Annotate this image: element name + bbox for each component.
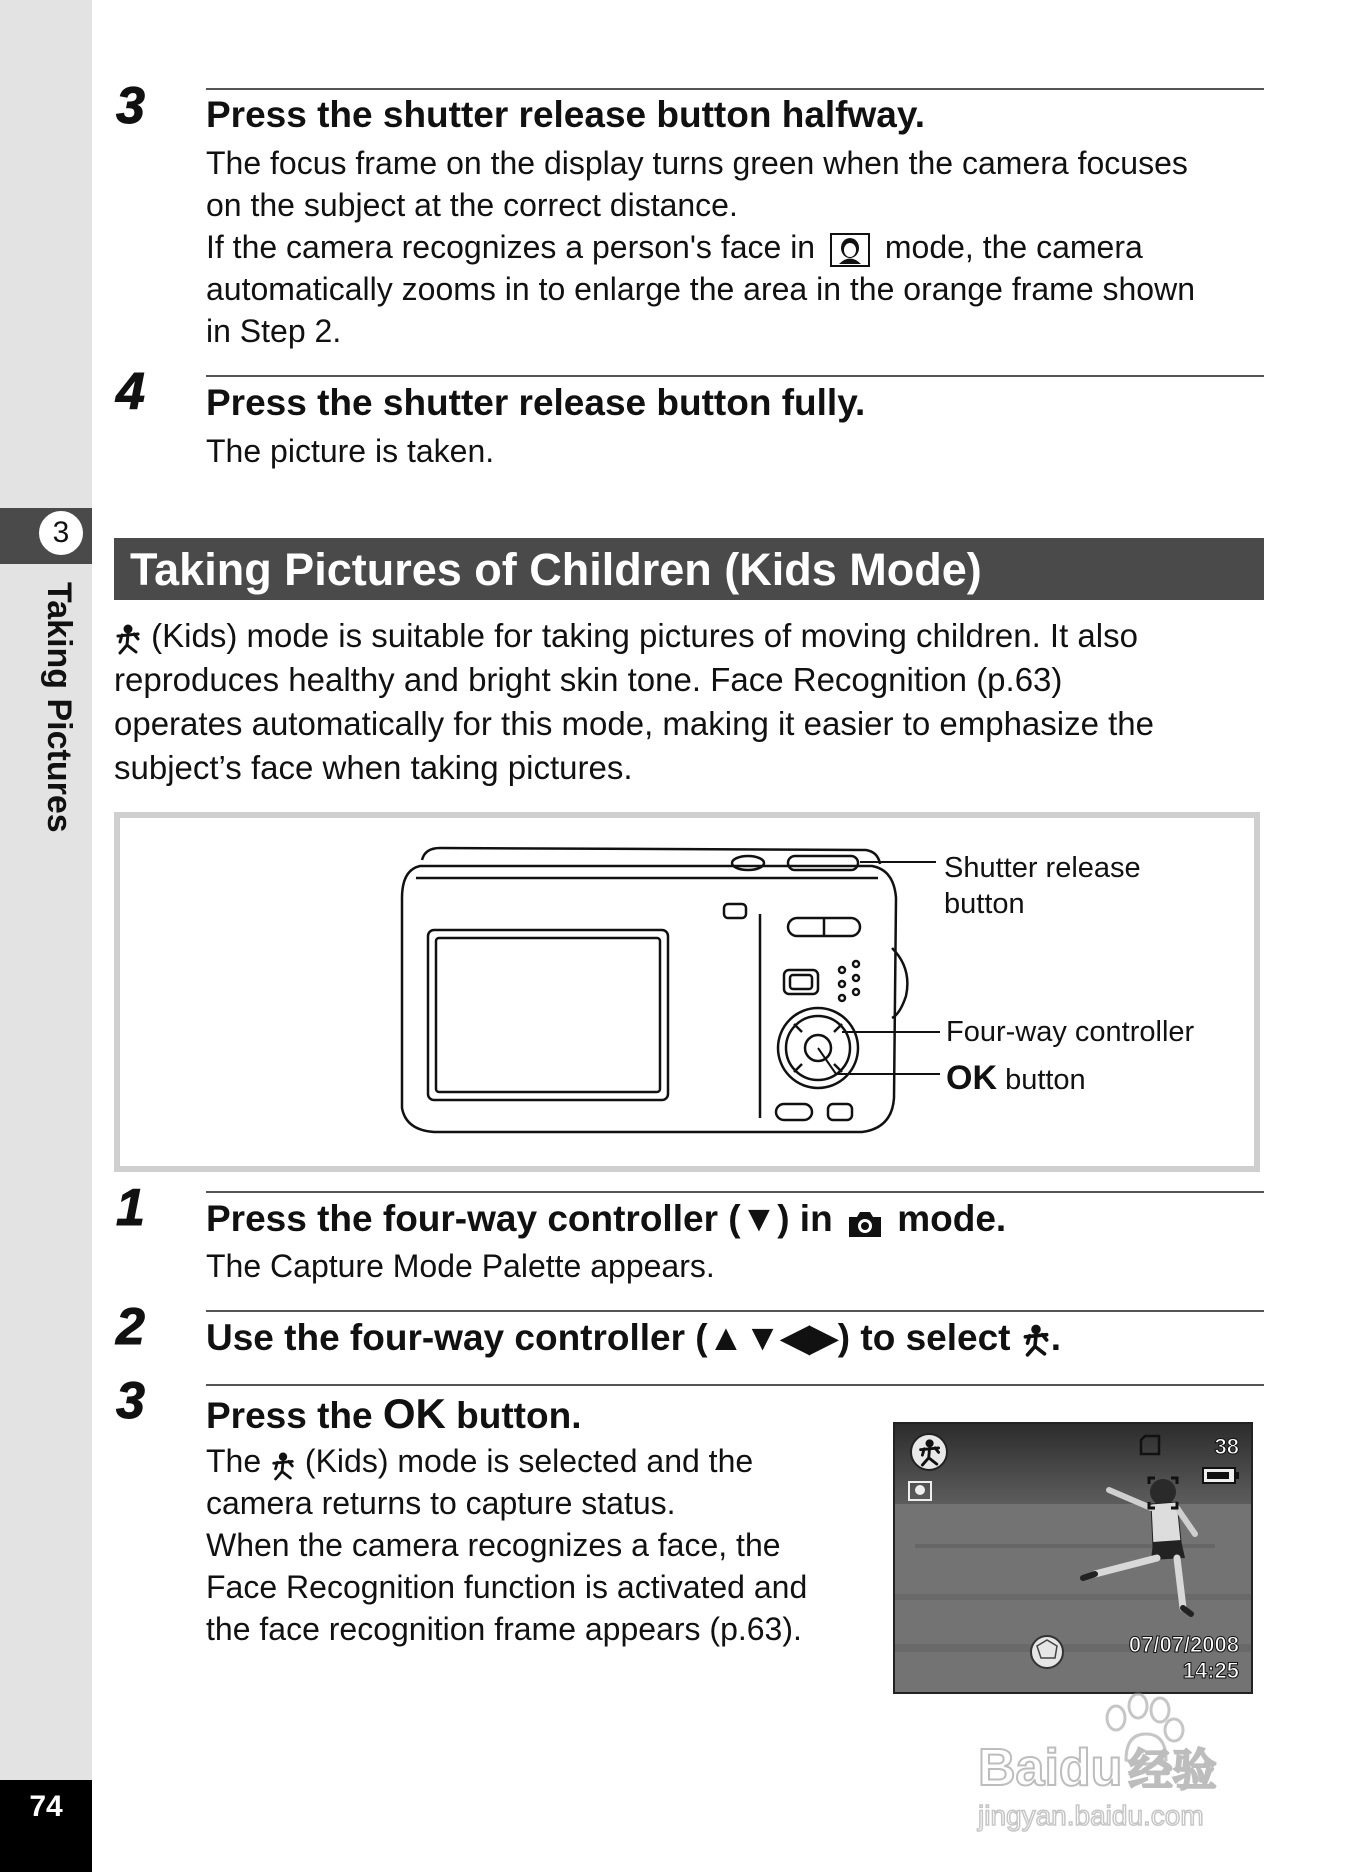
step-number: 2 <box>116 1298 145 1356</box>
kids-mode-icon <box>114 622 142 654</box>
watermark-brand: Bai <box>978 1739 1059 1797</box>
chapter-number: 3 <box>36 508 86 558</box>
step-title: Press the shutter release button fully. <box>206 382 866 423</box>
kids-mode-icon <box>270 1449 296 1479</box>
face-portrait-mode-icon <box>830 233 870 267</box>
step-title: Press the shutter release button halfway. <box>206 94 925 135</box>
callout-four-way-controller: Four-way controller <box>946 1016 1195 1048</box>
shots-remaining: 38 <box>1214 1434 1239 1459</box>
step-title: Press the four-way controller (▼) in mode. <box>206 1198 1007 1239</box>
section-title: Taking Pictures of Children (Kids Mode) <box>130 544 982 595</box>
watermark-cn: 经验 <box>1128 1746 1217 1795</box>
step-number: 3 <box>116 1372 145 1430</box>
watermark-url: jingyan.baidu.com <box>978 1800 1204 1831</box>
step-divider <box>206 375 1264 377</box>
step-number: 4 <box>116 363 145 421</box>
callout-ok-button: OK button <box>946 1059 1086 1097</box>
camera-icon <box>847 1206 883 1236</box>
step-number: 3 <box>116 77 145 135</box>
step-divider <box>206 88 1264 90</box>
step-body: The focus frame on the display turns green when the camera focuses on the subject at the correct distance. If the camera recognizes a person's face in mode, the camera automatically zooms in to enlarge the area in the orange frame shown in Step 2. <box>206 145 1195 349</box>
step-divider <box>206 1310 1264 1312</box>
step-body: The Capture Mode Palette appears. <box>206 1248 715 1284</box>
step-title: Press the OK button. <box>206 1390 582 1437</box>
kids-mode-icon <box>1021 1323 1051 1357</box>
page-number: 74 <box>29 1790 63 1823</box>
sidebar <box>0 0 92 1872</box>
chapter-label: Taking Pictures <box>40 582 78 833</box>
camera-diagram <box>114 812 1260 1172</box>
step-divider <box>206 1191 1264 1193</box>
capture-screen-photo <box>893 1422 1253 1694</box>
watermark-brand-2: du <box>1058 1739 1123 1797</box>
callout-shutter-release: Shutter release button <box>944 852 1141 920</box>
step-title: Use the four-way controller (▲▼◀▶) to select . <box>206 1317 1062 1358</box>
step-body: The picture is taken. <box>206 433 495 469</box>
step-number: 1 <box>116 1179 145 1237</box>
step-divider <box>206 1384 1264 1386</box>
step-body: The (Kids) mode is selected and the camera returns to capture status. When the camera recognizes a face, the Face Recognition function is activated and the face recognition frame appears (p.63). <box>206 1443 808 1647</box>
photo-date: 07/07/2008 <box>1128 1632 1239 1657</box>
section-intro: (Kids) mode is suitable for taking pictures of moving children. It also reproduces healthy and bright skin tone. Face Recognition (p.63) operates automatically for this mode, making it easier to emphasize the subject’s face when taking pictures. <box>114 617 1155 786</box>
photo-time: 14:25 <box>1182 1658 1239 1683</box>
